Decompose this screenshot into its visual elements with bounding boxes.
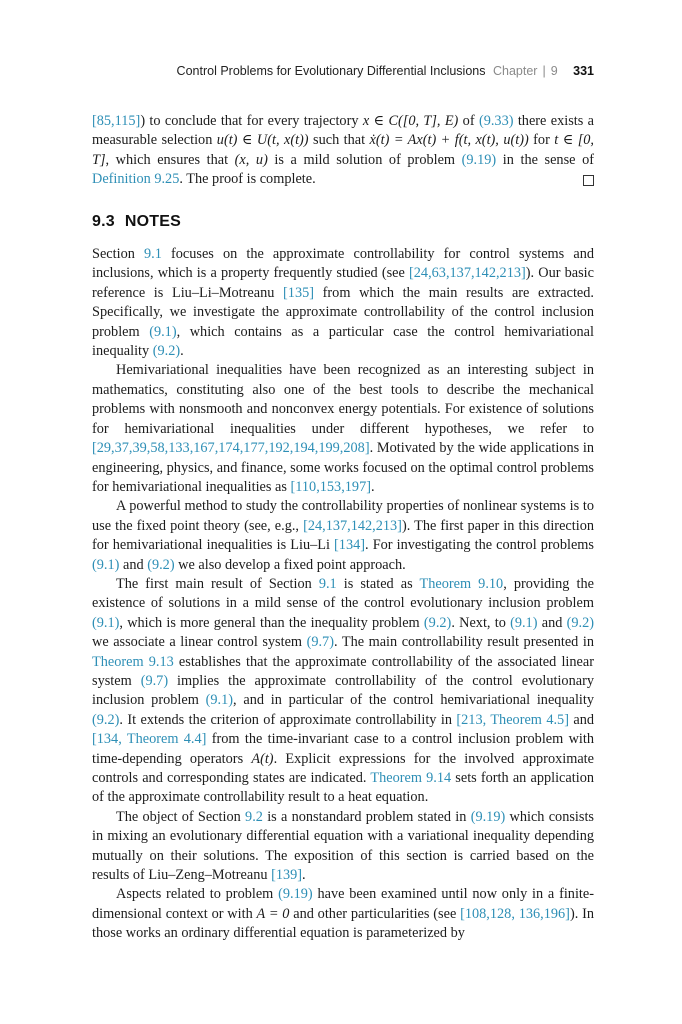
qed-square-icon: [583, 175, 594, 186]
section-link[interactable]: 9.1: [144, 246, 162, 263]
opening-paragraph: [85,115]) to conclude that for every trajectory x ∈ C([0, T], E) of (9.33) there exists a measurable selection u(t) ∈ U(t, x(t)) such that ẋ(t) = Ax(t) + f(t, x(t), u(t)) for t ∈ [0, T], which ensures that (x, u) is a mild solution of problem (9.19) in the sense of Definition 9.25. The proof is complete.: [92, 113, 595, 188]
math-expression: A = 0: [256, 905, 290, 922]
math-expression: (x, u): [234, 151, 268, 168]
equation-link[interactable]: (9.1): [92, 614, 120, 631]
equation-link[interactable]: (9.1): [149, 323, 177, 340]
chapter-number: 9: [550, 64, 558, 78]
theorem-link[interactable]: Theorem 9.13: [92, 653, 174, 670]
running-header: [92, 64, 594, 78]
equation-link[interactable]: (9.7): [140, 672, 169, 689]
section-link[interactable]: 9.2: [245, 808, 263, 825]
paragraph-5: The object of Section 9.2 is a nonstandard problem stated in (9.19) which consists in mixing an evolutionary differential equation with a variational inequality depending mutually on their solutions. The exposition of this section is carried based on the results of Liu–Zeng–Motreanu [139].: [92, 808, 594, 884]
theorem-link[interactable]: Theorem 9.10: [419, 575, 504, 592]
equation-link[interactable]: (9.19): [278, 886, 313, 903]
paragraph-2: Hemivariational inequalities have been recognized as an interesting subject in mathematics, constituting also one of the best tools to describe the mechanical problems with nonsmooth and nonconvex energy potentials. For existence of solutions for hemivariational inequalities under different hypotheses, we refer to [29,37,39,58,133,167,174,177,192,194,199,208]. Motivated by the wide applications in engineering, physics, and finance, some works focused on the optimal control problems for hemivariational inequalities as [110,153,197].: [92, 362, 594, 495]
equation-link[interactable]: (9.2): [92, 711, 120, 728]
citation-link[interactable]: [139]: [271, 867, 303, 884]
math-expression: u(t) ∈ U(t, x(t)): [216, 132, 309, 149]
math-expression: x ∈ C([0, T], E): [362, 113, 459, 129]
citation-link[interactable]: [110,153,197]: [290, 478, 371, 495]
equation-link[interactable]: (9.7): [306, 634, 334, 651]
equation-link[interactable]: (9.2): [423, 614, 452, 631]
citation-link[interactable]: [24,137,142,213]: [303, 517, 402, 534]
definition-link[interactable]: Definition 9.25: [92, 171, 180, 188]
math-expression: A(t): [251, 750, 274, 767]
citation-link[interactable]: [135]: [283, 284, 315, 301]
math-expression: t ∈ [0, T]: [92, 132, 594, 168]
equation-link[interactable]: (9.19): [470, 808, 506, 825]
section-number: 9.3: [92, 212, 115, 230]
page-body: [92, 112, 594, 944]
citation-link[interactable]: [108,128, 136,196]: [460, 905, 570, 922]
paragraph-3: A powerful method to study the controllability properties of nonlinear systems is to use the fixed point theory (see, e.g., [24,137,142,213]). The first paper in this direction for hemivariational inequalities is Liu–Li [134]. For investigating the control problems (9.1) and (9.2) we also develop a fixed point approach.: [92, 498, 595, 573]
paragraph-1: Section 9.1 focuses on the approximate controllability for control systems and inclusions, which is a property frequently studied (see [24,63,137,142,213]). Our basic reference is Liu–Li–Motreanu [135] from which the main results are extracted. Specifically, we investigate the approximate controllability of the control inclusion problem (9.1), which contains as a particular case the control hemivariational inequality (9.2).: [92, 246, 594, 360]
citation-link[interactable]: [85,115]: [92, 113, 141, 129]
citation-link[interactable]: [24,63,137,142,213]: [409, 265, 526, 282]
citation-link[interactable]: [213, Theorem 4.5]: [456, 711, 569, 728]
equation-link[interactable]: (9.33): [478, 113, 514, 129]
header-separator: |: [542, 64, 546, 78]
equation-link[interactable]: (9.2): [566, 614, 594, 631]
equation-link[interactable]: (9.2): [147, 556, 175, 573]
section-link[interactable]: 9.1: [318, 575, 337, 592]
chapter-label: Chapter: [492, 64, 538, 78]
citation-link[interactable]: [134, Theorem 4.4]: [92, 731, 207, 748]
equation-link[interactable]: (9.19): [461, 151, 497, 168]
theorem-link[interactable]: Theorem 9.14: [370, 770, 452, 786]
running-title: Control Problems for Evolutionary Differential Inclusions: [176, 64, 486, 78]
citation-link[interactable]: [134]: [334, 537, 366, 554]
math-expression: ẋ(t) = Ax(t) + f(t, x(t), u(t)): [369, 132, 529, 149]
citation-link[interactable]: [29,37,39,58,133,167,174,177,192,194,199,208]: [92, 440, 370, 457]
equation-link[interactable]: (9.1): [205, 692, 234, 709]
equation-link[interactable]: (9.1): [510, 614, 538, 631]
paragraph-4: The first main result of Section 9.1 is stated as Theorem 9.10, providing the existence of solutions in a mild sense of the control evolutionary inclusion problem (9.1), which is more general than the inequality problem (9.2). Next, to (9.1) and (9.2) we associate a linear control system (9.7). The main controllability result presented in Theorem 9.13 establishes that the approximate controllability of the associated linear system (9.7) implies the approximate controllability of the control evolutionary inclusion problem (9.1), and in particular of the control hemivariational inequality (9.2). It extends the criterion of approximate controllability in [213, Theorem 4.5] and [134, Theorem 4.4] from the time-invariant case to a control inclusion problem with time-depending operators A(t). Explicit expressions for the involved approximate controls and corresponding states are indicated. Theorem 9.14 sets forth an application of the approximate controllability result to a heat equation.: [92, 575, 595, 806]
section-heading: [92, 212, 594, 231]
equation-link[interactable]: (9.2): [152, 343, 181, 360]
page-number: 331: [573, 64, 594, 78]
equation-link[interactable]: (9.1): [92, 556, 120, 573]
paragraph-6: Aspects related to problem (9.19) have been examined until now only in a finite-dimensional context or with A = 0 and other particularities (see [108,128, 136,196]). In those works an ordinary differential equation is parameterized by: [92, 886, 595, 942]
section-title: NOTES: [124, 212, 181, 230]
